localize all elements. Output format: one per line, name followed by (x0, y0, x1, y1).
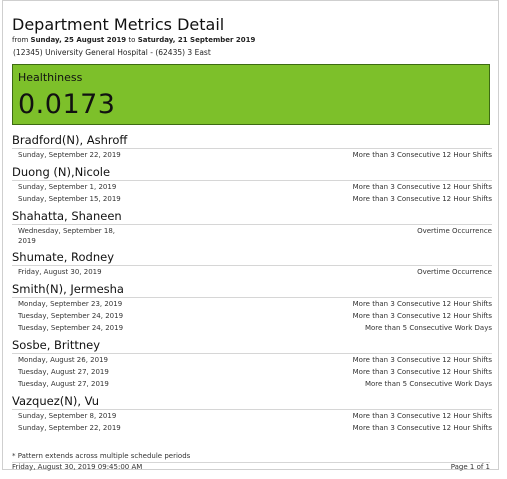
occurrence-description: Overtime Occurrence (417, 227, 492, 235)
facility-name: (12345) University General Hospital (13, 48, 148, 57)
employee-name: Shumate, Rodney (12, 250, 492, 266)
occurrence-description: More than 3 Consecutive 12 Hour Shifts (352, 412, 492, 420)
occurrence-description: More than 3 Consecutive 12 Hour Shifts (352, 183, 492, 191)
occurrence-description: More than 3 Consecutive 12 Hour Shifts (352, 424, 492, 432)
occurrence-date: Monday, August 26, 2019 (18, 356, 108, 364)
occurrence-date: Tuesday, September 24, 2019 (18, 324, 124, 332)
employee-name: Duong (N),Nicole (12, 165, 492, 181)
occurrence-description: More than 5 Consecutive Work Days (364, 380, 492, 388)
employee-section (12, 282, 492, 338)
employee-section (12, 250, 492, 282)
from-label: from (12, 36, 29, 44)
occurrence-row (12, 266, 492, 278)
occurrence-row (12, 410, 492, 422)
employee-name: Shahatta, Shaneen (12, 209, 492, 225)
facility-line (13, 48, 211, 57)
end-date: Saturday, 21 September 2019 (137, 36, 256, 44)
occurrence-date: Sunday, September 22, 2019 (18, 151, 121, 159)
occurrence-description: Overtime Occurrence (417, 268, 492, 276)
occurrence-date: Tuesday, August 27, 2019 (18, 368, 109, 376)
occurrence-description: More than 3 Consecutive 12 Hour Shifts (352, 368, 492, 376)
occurrence-date: Sunday, September 1, 2019 (18, 183, 117, 191)
occurrence-description: More than 3 Consecutive 12 Hour Shifts (352, 195, 492, 203)
occurrence-date: Friday, August 30, 2019 (18, 268, 102, 276)
occurrence-row (12, 310, 492, 322)
occurrence-row (12, 225, 492, 246)
employee-name: Sosbe, Brittney (12, 338, 492, 354)
occurrence-date: Sunday, September 22, 2019 (18, 424, 121, 432)
occurrence-date: Sunday, September 8, 2019 (18, 412, 117, 420)
to-label: to (128, 36, 136, 44)
occurrence-row (12, 354, 492, 366)
metric-value: 0.0173 (18, 89, 116, 120)
employee-name: Smith(N), Jermesha (12, 282, 492, 298)
occurrence-description: More than 3 Consecutive 12 Hour Shifts (352, 312, 492, 320)
employee-section (12, 394, 492, 438)
report-title: Department Metrics Detail (12, 15, 225, 34)
occurrence-description: More than 3 Consecutive 12 Hour Shifts (352, 151, 492, 159)
unit-name: - (62435) 3 East (147, 48, 211, 57)
metric-label: Healthiness (18, 71, 83, 84)
occurrence-row (12, 322, 492, 334)
employee-section (12, 209, 492, 250)
occurrence-row (12, 181, 492, 193)
start-date: Sunday, 25 August 2019 (30, 36, 127, 44)
occurrence-date: Sunday, September 15, 2019 (18, 195, 121, 203)
occurrence-date: Tuesday, August 27, 2019 (18, 380, 109, 388)
report-page (2, 0, 499, 470)
occurrence-date: Monday, September 23, 2019 (18, 300, 123, 308)
employee-list (12, 133, 492, 438)
occurrence-row (12, 298, 492, 310)
employee-section (12, 133, 492, 165)
printed-timestamp: Friday, August 30, 2019 09:45:00 AM (12, 463, 143, 471)
occurrence-row (12, 366, 492, 378)
employee-name: Vazquez(N), Vu (12, 394, 492, 410)
healthiness-metric-box (12, 64, 490, 125)
employee-section (12, 338, 492, 394)
occurrence-row (12, 149, 492, 161)
page-number: Page 1 of 1 (450, 463, 490, 471)
employee-name: Bradford(N), Ashroff (12, 133, 492, 149)
occurrence-description: More than 3 Consecutive 12 Hour Shifts (352, 300, 492, 308)
occurrence-row (12, 378, 492, 390)
occurrence-date: Tuesday, September 24, 2019 (18, 312, 124, 320)
occurrence-row (12, 422, 492, 434)
occurrence-row (12, 193, 492, 205)
date-range (12, 36, 255, 44)
occurrence-description: More than 3 Consecutive 12 Hour Shifts (352, 356, 492, 364)
occurrence-date: Wednesday, September 18, 2019 (18, 227, 116, 245)
occurrence-description: More than 5 Consecutive Work Days (364, 324, 492, 332)
footnote: * Pattern extends across multiple schedule periods (12, 452, 191, 460)
employee-section (12, 165, 492, 209)
